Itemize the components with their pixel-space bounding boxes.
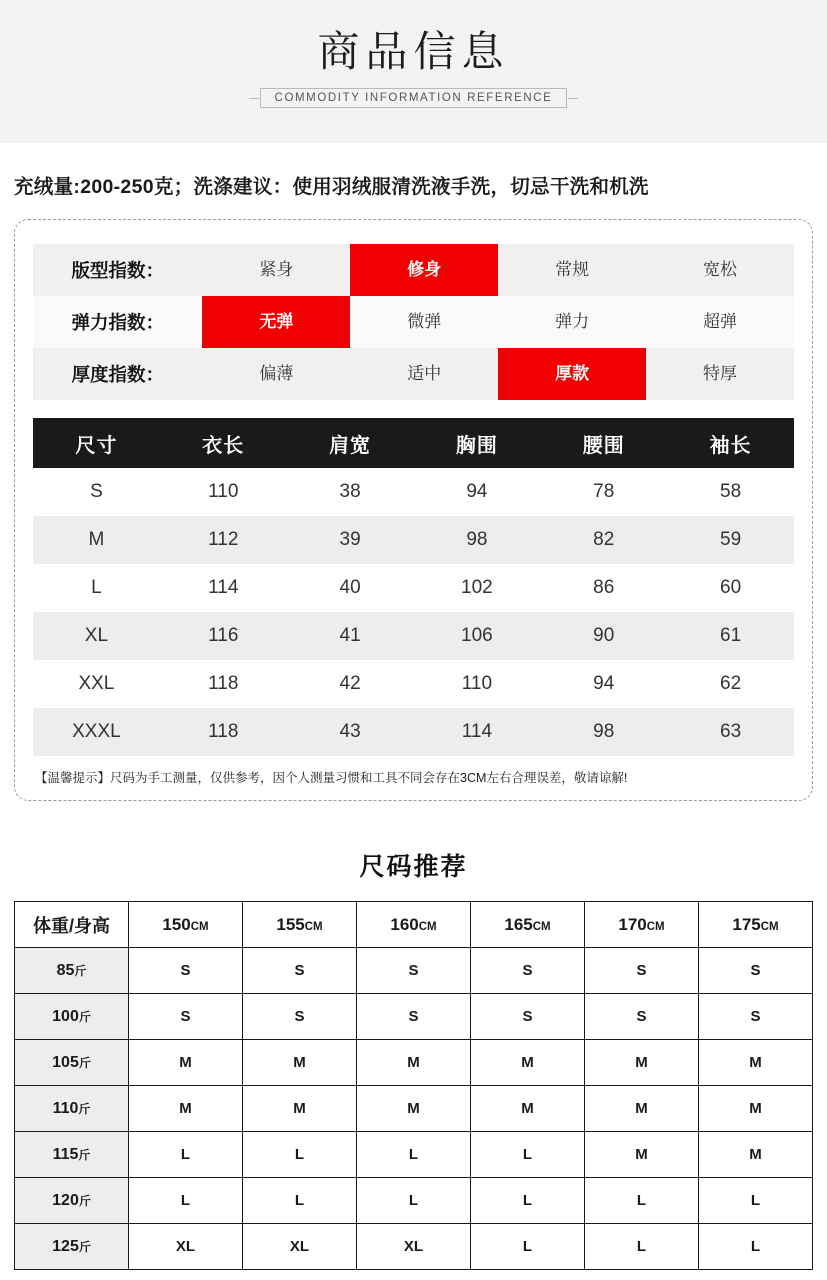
size-table-header-0: 尺寸 bbox=[33, 418, 160, 468]
recommend-cell-6-2: XL bbox=[357, 1224, 471, 1270]
index-option-elasticity-0-label: 无弹 bbox=[259, 312, 294, 331]
recommend-cell-0-1: S bbox=[243, 948, 357, 994]
index-label-elasticity: 弹力指数： bbox=[33, 296, 202, 348]
index-option-fit-1[interactable] bbox=[350, 244, 498, 296]
size-cell-4-2: 42 bbox=[287, 660, 414, 708]
index-option-thickness-2[interactable] bbox=[498, 348, 646, 400]
recommend-cell-3-1: M bbox=[243, 1086, 357, 1132]
size-cell-5-4: 98 bbox=[540, 708, 667, 756]
recommend-cell-4-0: L bbox=[129, 1132, 243, 1178]
size-cell-0-3: 94 bbox=[413, 468, 540, 516]
size-table-header-5: 袖长 bbox=[667, 418, 794, 468]
page-title: 商品信息 bbox=[317, 28, 510, 75]
recommend-weight-2-unit: 斤 bbox=[78, 1055, 91, 1070]
recommend-header-row bbox=[15, 902, 813, 948]
index-option-thickness-1-label: 适中 bbox=[407, 364, 442, 383]
index-option-fit-3[interactable] bbox=[646, 244, 794, 296]
size-cell-1-3: 98 bbox=[413, 516, 540, 564]
recommend-cell-3-3: M bbox=[471, 1086, 585, 1132]
size-cell-2-3: 102 bbox=[413, 564, 540, 612]
recommend-weight-0-unit: 斤 bbox=[74, 963, 87, 978]
recommend-cell-1-0: S bbox=[129, 994, 243, 1040]
recommend-cell-3-4: M bbox=[585, 1086, 699, 1132]
size-table-header-2: 肩宽 bbox=[287, 418, 414, 468]
index-option-thickness-1[interactable] bbox=[350, 348, 498, 400]
recommend-cell-1-4: S bbox=[585, 994, 699, 1040]
recommend-cell-5-3: L bbox=[471, 1178, 585, 1224]
measurement-tip: 【温馨提示】尺码为手工测量，仅供参考，因个人测量习惯和工具不同会存在3CM左右合理误差，敬请谅解! bbox=[35, 771, 628, 785]
recommend-cell-1-1: S bbox=[243, 994, 357, 1040]
recommend-height-0-value: 150 bbox=[162, 914, 191, 934]
index-row-fit bbox=[33, 244, 794, 296]
recommend-weight-1 bbox=[15, 994, 129, 1040]
size-table-header-4: 腰围 bbox=[540, 418, 667, 468]
recommend-cell-6-4: L bbox=[585, 1224, 699, 1270]
index-option-thickness-3[interactable] bbox=[646, 348, 794, 400]
recommend-cell-0-0: S bbox=[129, 948, 243, 994]
recommend-cell-3-2: M bbox=[357, 1086, 471, 1132]
recommend-weight-4 bbox=[15, 1132, 129, 1178]
size-cell-5-0: XXXL bbox=[33, 708, 160, 756]
recommend-cell-2-1: M bbox=[243, 1040, 357, 1086]
recommend-height-3-unit: CM bbox=[532, 920, 551, 933]
size-cell-3-5: 61 bbox=[667, 612, 794, 660]
table-row bbox=[15, 948, 813, 994]
recommend-cell-6-0: XL bbox=[129, 1224, 243, 1270]
recommend-cell-2-0: M bbox=[129, 1040, 243, 1086]
recommend-weight-1-unit: 斤 bbox=[78, 1009, 91, 1024]
size-cell-3-3: 106 bbox=[413, 612, 540, 660]
index-option-elasticity-3-label: 超弹 bbox=[703, 312, 738, 331]
specs-panel bbox=[14, 219, 813, 801]
size-cell-2-4: 86 bbox=[540, 564, 667, 612]
size-cell-4-1: 118 bbox=[160, 660, 287, 708]
recommend-height-0 bbox=[129, 902, 243, 948]
size-cell-4-5: 62 bbox=[667, 660, 794, 708]
index-option-elasticity-1-label: 微弹 bbox=[407, 312, 442, 331]
size-cell-3-2: 41 bbox=[287, 612, 414, 660]
recommend-weight-6-value: 125 bbox=[52, 1237, 79, 1255]
recommend-cell-4-1: L bbox=[243, 1132, 357, 1178]
recommend-height-2-unit: CM bbox=[418, 920, 437, 933]
recommend-cell-4-4: M bbox=[585, 1132, 699, 1178]
index-option-elasticity-1[interactable] bbox=[350, 296, 498, 348]
recommend-weight-5 bbox=[15, 1178, 129, 1224]
recommend-cell-3-0: M bbox=[129, 1086, 243, 1132]
table-row bbox=[15, 1178, 813, 1224]
recommend-height-4-value: 170 bbox=[618, 914, 647, 934]
size-cell-2-2: 40 bbox=[287, 564, 414, 612]
page-subtitle: COMMODITY INFORMATION REFERENCE bbox=[260, 88, 568, 108]
size-cell-5-3: 114 bbox=[413, 708, 540, 756]
size-cell-1-1: 112 bbox=[160, 516, 287, 564]
table-row bbox=[33, 468, 794, 516]
recommend-panel bbox=[14, 901, 813, 1270]
recommend-height-3 bbox=[471, 902, 585, 948]
size-cell-4-0: XXL bbox=[33, 660, 160, 708]
index-option-fit-2[interactable] bbox=[498, 244, 646, 296]
size-cell-1-2: 39 bbox=[287, 516, 414, 564]
recommend-weight-5-unit: 斤 bbox=[78, 1193, 91, 1208]
recommend-cell-4-5: M bbox=[699, 1132, 813, 1178]
size-cell-0-5: 58 bbox=[667, 468, 794, 516]
size-cell-0-1: 110 bbox=[160, 468, 287, 516]
recommend-cell-2-2: M bbox=[357, 1040, 471, 1086]
recommend-cell-2-4: M bbox=[585, 1040, 699, 1086]
index-option-fit-1-label: 修身 bbox=[407, 260, 442, 279]
table-row bbox=[33, 660, 794, 708]
recommend-cell-1-2: S bbox=[357, 994, 471, 1040]
recommend-cell-5-0: L bbox=[129, 1178, 243, 1224]
recommend-cell-5-1: L bbox=[243, 1178, 357, 1224]
size-cell-2-5: 60 bbox=[667, 564, 794, 612]
recommend-height-5 bbox=[699, 902, 813, 948]
index-label-thickness: 厚度指数： bbox=[33, 348, 202, 400]
table-row bbox=[15, 1086, 813, 1132]
index-option-elasticity-2-label: 弹力 bbox=[555, 312, 590, 331]
recommend-weight-1-value: 100 bbox=[52, 1007, 79, 1025]
recommend-cell-2-3: M bbox=[471, 1040, 585, 1086]
recommend-height-5-value: 175 bbox=[732, 914, 761, 934]
index-label-fit: 版型指数： bbox=[33, 244, 202, 296]
table-row bbox=[15, 1132, 813, 1178]
index-option-fit-2-label: 常规 bbox=[555, 260, 590, 279]
recommend-weight-6-unit: 斤 bbox=[78, 1239, 91, 1254]
size-table-header-1: 衣长 bbox=[160, 418, 287, 468]
recommend-weight-4-value: 115 bbox=[52, 1145, 79, 1163]
size-cell-1-5: 59 bbox=[667, 516, 794, 564]
recommend-cell-6-3: L bbox=[471, 1224, 585, 1270]
recommend-corner-label: 体重/身高 bbox=[15, 902, 129, 948]
recommend-cell-5-4: L bbox=[585, 1178, 699, 1224]
recommend-height-3-value: 165 bbox=[504, 914, 533, 934]
product-notice: 充绒量:200-250克；洗涤建议：使用羽绒服清洗液手洗，切忌干洗和机洗 bbox=[14, 176, 649, 198]
page-subtitle-wrap bbox=[0, 88, 827, 108]
index-option-elasticity-0[interactable] bbox=[202, 296, 350, 348]
table-row bbox=[15, 1224, 813, 1270]
recommend-height-4 bbox=[585, 902, 699, 948]
recommend-cell-2-5: M bbox=[699, 1040, 813, 1086]
recommend-weight-0 bbox=[15, 948, 129, 994]
recommend-cell-1-5: S bbox=[699, 994, 813, 1040]
recommend-weight-2-value: 105 bbox=[52, 1053, 79, 1071]
index-option-elasticity-2[interactable] bbox=[498, 296, 646, 348]
recommend-cell-5-2: L bbox=[357, 1178, 471, 1224]
recommend-cell-0-3: S bbox=[471, 948, 585, 994]
size-cell-3-0: XL bbox=[33, 612, 160, 660]
size-cell-0-2: 38 bbox=[287, 468, 414, 516]
recommend-cell-6-1: XL bbox=[243, 1224, 357, 1270]
size-cell-0-4: 78 bbox=[540, 468, 667, 516]
index-row-elasticity bbox=[33, 296, 794, 348]
index-option-fit-0[interactable] bbox=[202, 244, 350, 296]
recommend-table bbox=[14, 901, 813, 1270]
size-cell-1-0: M bbox=[33, 516, 160, 564]
recommend-height-0-unit: CM bbox=[190, 920, 209, 933]
recommend-cell-4-3: L bbox=[471, 1132, 585, 1178]
size-table-header-3: 胸围 bbox=[413, 418, 540, 468]
table-row bbox=[33, 708, 794, 756]
size-table bbox=[33, 418, 794, 756]
index-option-elasticity-3[interactable] bbox=[646, 296, 794, 348]
size-cell-5-2: 43 bbox=[287, 708, 414, 756]
recommend-height-1-unit: CM bbox=[304, 920, 323, 933]
table-row bbox=[15, 1040, 813, 1086]
recommend-weight-3-unit: 斤 bbox=[78, 1101, 91, 1116]
recommend-cell-0-4: S bbox=[585, 948, 699, 994]
recommend-cell-4-2: L bbox=[357, 1132, 471, 1178]
table-row bbox=[15, 994, 813, 1040]
index-option-thickness-0[interactable] bbox=[202, 348, 350, 400]
recommend-cell-0-5: S bbox=[699, 948, 813, 994]
size-cell-2-0: L bbox=[33, 564, 160, 612]
recommend-cell-1-3: S bbox=[471, 994, 585, 1040]
page-header bbox=[0, 0, 827, 143]
size-cell-5-5: 63 bbox=[667, 708, 794, 756]
table-row bbox=[33, 612, 794, 660]
size-cell-3-4: 90 bbox=[540, 612, 667, 660]
recommend-height-2-value: 160 bbox=[390, 914, 419, 934]
recommend-weight-0-value: 85 bbox=[56, 961, 75, 979]
recommend-height-1 bbox=[243, 902, 357, 948]
index-option-thickness-0-label: 偏薄 bbox=[259, 364, 294, 383]
recommend-height-2 bbox=[357, 902, 471, 948]
recommend-height-1-value: 155 bbox=[276, 914, 305, 934]
size-cell-2-1: 114 bbox=[160, 564, 287, 612]
index-table bbox=[33, 244, 794, 400]
table-row bbox=[33, 564, 794, 612]
recommend-cell-6-5: L bbox=[699, 1224, 813, 1270]
size-cell-0-0: S bbox=[33, 468, 160, 516]
recommend-cell-0-2: S bbox=[357, 948, 471, 994]
recommend-weight-2 bbox=[15, 1040, 129, 1086]
size-table-header-row bbox=[33, 418, 794, 468]
index-option-fit-0-label: 紧身 bbox=[259, 260, 294, 279]
size-cell-4-3: 110 bbox=[413, 660, 540, 708]
recommend-weight-5-value: 120 bbox=[52, 1191, 79, 1209]
recommend-weight-4-unit: 斤 bbox=[78, 1147, 91, 1162]
size-cell-5-1: 118 bbox=[160, 708, 287, 756]
recommend-weight-6 bbox=[15, 1224, 129, 1270]
index-option-fit-3-label: 宽松 bbox=[703, 260, 738, 279]
recommend-height-5-unit: CM bbox=[760, 920, 779, 933]
size-cell-4-4: 94 bbox=[540, 660, 667, 708]
recommend-title: 尺码推荐 bbox=[359, 853, 468, 881]
recommend-weight-3-value: 110 bbox=[52, 1099, 79, 1117]
index-option-thickness-2-label: 厚款 bbox=[555, 364, 590, 383]
index-row-thickness bbox=[33, 348, 794, 400]
recommend-cell-5-5: L bbox=[699, 1178, 813, 1224]
recommend-weight-3 bbox=[15, 1086, 129, 1132]
recommend-cell-3-5: M bbox=[699, 1086, 813, 1132]
size-cell-3-1: 116 bbox=[160, 612, 287, 660]
table-row bbox=[33, 516, 794, 564]
recommend-height-4-unit: CM bbox=[646, 920, 665, 933]
size-cell-1-4: 82 bbox=[540, 516, 667, 564]
index-option-thickness-3-label: 特厚 bbox=[703, 364, 738, 383]
